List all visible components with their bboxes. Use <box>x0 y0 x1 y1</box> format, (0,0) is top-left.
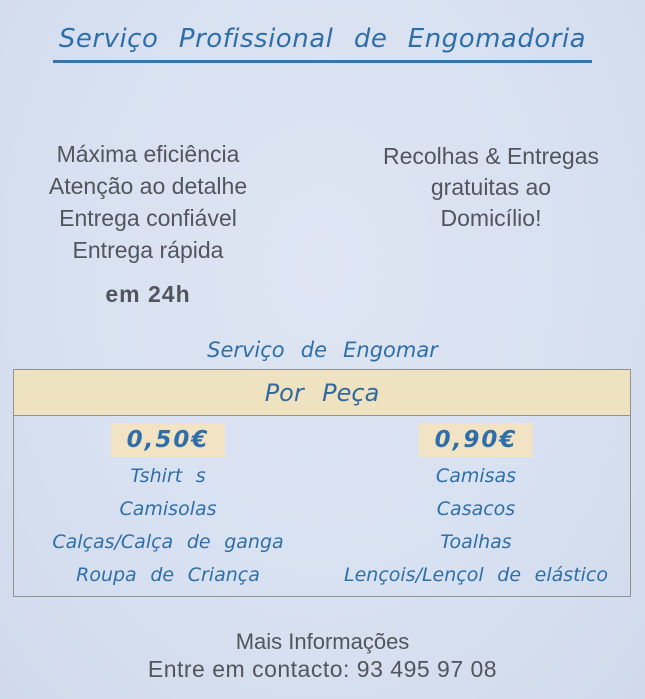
price-badge-right: 0,90€ <box>419 423 534 457</box>
price-item: Lençois/Lençol de elástico <box>344 564 608 586</box>
price-badge-left: 0,50€ <box>111 423 226 457</box>
feature-line-24h: em 24h <box>105 281 191 307</box>
feature-line: Entrega rápida <box>72 237 224 263</box>
price-item: Roupa de Criança <box>76 564 260 586</box>
features-right <box>355 141 627 234</box>
section-title: Serviço de Engomar <box>207 338 438 362</box>
footer-info-label: Mais Informações <box>235 629 410 654</box>
price-table-body <box>14 416 630 597</box>
footer-contact-line: Entre em contacto: 93 495 97 08 <box>147 656 498 682</box>
price-column-left <box>14 416 322 597</box>
title-wrap <box>0 24 645 63</box>
price-item: Camisas <box>435 465 517 487</box>
price-item: Calças/Calça de ganga <box>52 531 284 553</box>
feature-line: Máxima eficiência <box>56 141 240 167</box>
feature-line: Atenção ao detalhe <box>48 173 248 199</box>
feature-line: Domicílio! <box>440 205 542 231</box>
price-item: Toalhas <box>440 531 512 553</box>
price-items-right <box>322 460 630 592</box>
price-items-left <box>14 460 322 592</box>
price-item: Tshirt s <box>130 465 206 487</box>
feature-line: Entrega confiável <box>59 205 237 231</box>
price-item: Casacos <box>436 498 516 520</box>
feature-line: gratuitas ao <box>430 174 552 200</box>
price-item: Camisolas <box>119 498 217 520</box>
footer <box>0 629 645 684</box>
price-column-right <box>322 416 630 597</box>
page-title: Serviço Profissional de Engomadoria <box>53 24 592 63</box>
feature-line: Recolhas & Entregas <box>382 143 600 169</box>
price-table <box>13 369 631 597</box>
features-left <box>8 138 288 310</box>
price-table-header: Por Peça <box>14 370 630 416</box>
